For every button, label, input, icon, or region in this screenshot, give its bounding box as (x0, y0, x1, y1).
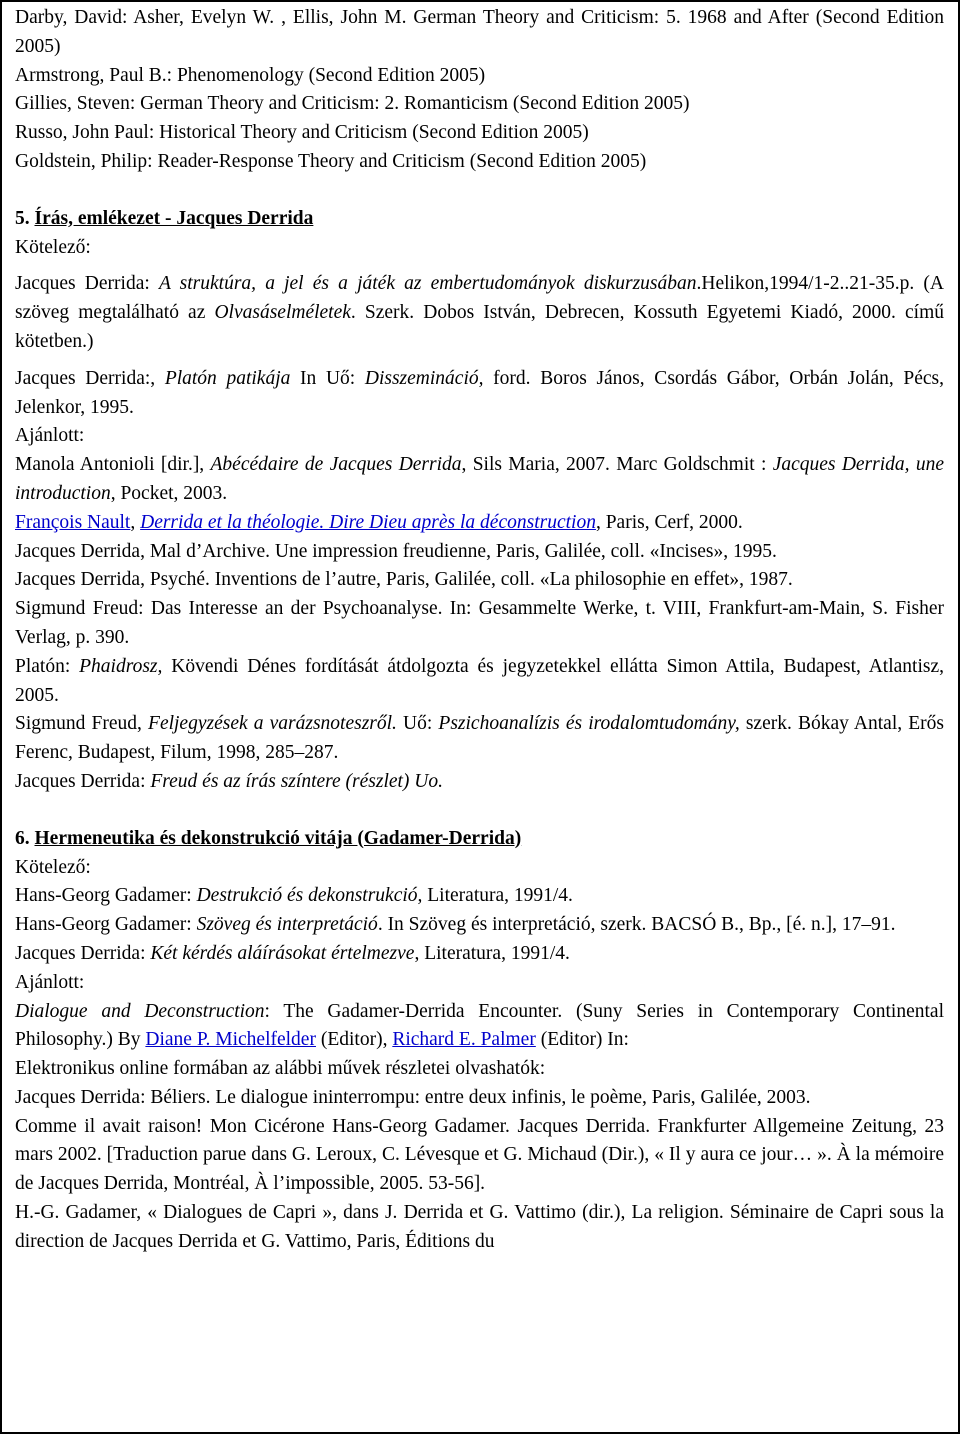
section-6-recommended-ref-5: H.-G. Gadamer, « Dialogues de Capri », dans J. Derrida et G. Vattimo (dir.), La religion. Séminaire de Capri sous la direction de Jacques Derrida et G. Vattimo, Paris, Éditions du (15, 1202, 944, 1252)
section-6-recommended-ref-2: Elektronikus online formában az alábbi művek részletei olvashatók: (15, 1058, 546, 1080)
section-6-mandatory-ref-2: Hans-Georg Gadamer: Szöveg és interpretáció. In Szöveg és interpretáció, szerk. BACSÓ B., Bp., [é. n.], 17–91. (15, 914, 896, 936)
section-6-mandatory-label: Kötelező: (15, 856, 91, 878)
section-6-recommended-label: Ajánlott: (15, 971, 85, 993)
section-5-recommended-ref-2: François Nault, Derrida et la théologie. Dire Dieu après la déconstruction, Paris, Cerf, 2000. (15, 511, 743, 533)
section-5-recommended-ref-4: Jacques Derrida, Psyché. Inventions de l’autre, Paris, Galilée, coll. «La philosophie en effet», 1987. (15, 569, 793, 591)
section-5-recommended-label: Ajánlott: (15, 425, 85, 447)
section-6-mandatory-ref-1: Hans-Georg Gadamer: Destrukció és dekonstrukció, Literatura, 1991/4. (15, 885, 573, 907)
section-5-mandatory-label: Kötelező: (15, 236, 91, 258)
link-derrida-et-la-theologie[interactable]: Derrida et la théologie. Dire Dieu après la déconstruction (140, 511, 596, 533)
section-5-recommended-ref-3: Jacques Derrida, Mal d’Archive. Une impression freudienne, Paris, Galilée, coll. «Incises», 1995. (15, 540, 777, 562)
section-5-mandatory-ref-1: Jacques Derrida: A struktúra, a jel és a játék az embertudományok diskurzusában.Helikon,1994/1-2..21-35.p. (A szöveg megtalálható az Olvasáselméletek. Szerk. Dobos István, Debrecen, Kossuth Egyetemi Kiadó, 2000. című kötetben.) (15, 273, 945, 352)
reference-armstrong: Armstrong, Paul B.: Phenomenology (Second Edition 2005) (15, 64, 486, 86)
section-6-mandatory-ref-3: Jacques Derrida: Két kérdés aláírásokat értelmezve, Literatura, 1991/4. (15, 942, 570, 964)
section-6-recommended-ref-3: Jacques Derrida: Béliers. Le dialogue ininterrompu: entre deux infinis, le poème, Paris, Galilée, 2003. (15, 1086, 811, 1108)
reference-gillies: Gillies, Steven: German Theory and Criticism: 2. Romanticism (Second Edition 2005) (15, 93, 690, 115)
section-5-number: 5. (15, 207, 30, 229)
section-6-title: Hermeneutika és dekonstrukció vitája (Gadamer-Derrida) (34, 827, 522, 849)
section-6-recommended-ref-1: Dialogue and Deconstruction: The Gadamer-Derrida Encounter. (Suny Series in Contemporary Continental Philosophy.) By Diane P. Michelfelder (Editor), Richard E. Palmer (Editor) In: (15, 1000, 944, 1051)
section-5-recommended-ref-6: Platón: Phaidrosz, Kövendi Dénes fordítását átdolgozta és jegyzetekkel ellátta Simon Attila, Budapest, Atlantisz, 2005. (15, 655, 944, 706)
section-5-recommended-ref-8: Jacques Derrida: Freud és az írás színtere (részlet) Uo. (15, 770, 444, 792)
section-6-recommended-ref-4: Comme il avait raison! Mon Cicérone Hans-Georg Gadamer. Jacques Derrida. Frankfurter Allgemeine Zeitung, 23 mars 2002. [Traduction parue dans G. Leroux, C. Lévesque et G. Michaud (Dir.), « Il y aura ce jour… ». À la mémoire de Jacques Derrida, Montréal, À l’impossible, 2005. 53-56]. (15, 1115, 944, 1195)
reference-russo: Russo, John Paul: Historical Theory and Criticism (Second Edition 2005) (15, 122, 589, 144)
link-diane-michelfelder[interactable]: Diane P. Michelfelder (145, 1029, 316, 1051)
section-5-recommended-ref-1: Manola Antonioli [dir.], Abécédaire de Jacques Derrida, Sils Maria, 2007. Marc Goldschmit : Jacques Derrida, une introduction, Pocket, 2003. (15, 454, 944, 504)
section-5-title: Írás, emlékezet - Jacques Derrida (34, 207, 314, 229)
section-6-heading (15, 825, 944, 854)
link-richard-palmer[interactable]: Richard E. Palmer (392, 1029, 536, 1051)
section-5-heading (15, 205, 944, 234)
section-6-number: 6. (15, 827, 30, 849)
section-5-recommended-ref-5: Sigmund Freud: Das Interesse an der Psychoanalyse. In: Gesammelte Werke, t. VIII, Frankfurt-am-Main, S. Fisher Verlag, p. 390. (15, 598, 944, 648)
section-5-mandatory-ref-2: Jacques Derrida:, Platón patikája In Uő: Disszemináció, ford. Boros János, Csordás Gábor, Orbán Jolán, Pécs, Jelenkor, 1995. (15, 367, 945, 418)
section-5-recommended-ref-7: Sigmund Freud, Feljegyzések a varázsnoteszről. Uő: Pszichoanalízis és irodalomtudomány, szerk. Bókay Antal, Erős Ferenc, Budapest, Filum, 1998, 285–287. (15, 713, 944, 764)
link-francois-nault[interactable]: François Nault (15, 511, 131, 533)
reference-darby: Darby, David: Asher, Evelyn W. , Ellis, John M. German Theory and Criticism: 5. 1968 and After (Second Edition 2005) (15, 7, 944, 57)
reference-goldstein: Goldstein, Philip: Reader-Response Theory and Criticism (Second Edition 2005) (15, 150, 647, 172)
